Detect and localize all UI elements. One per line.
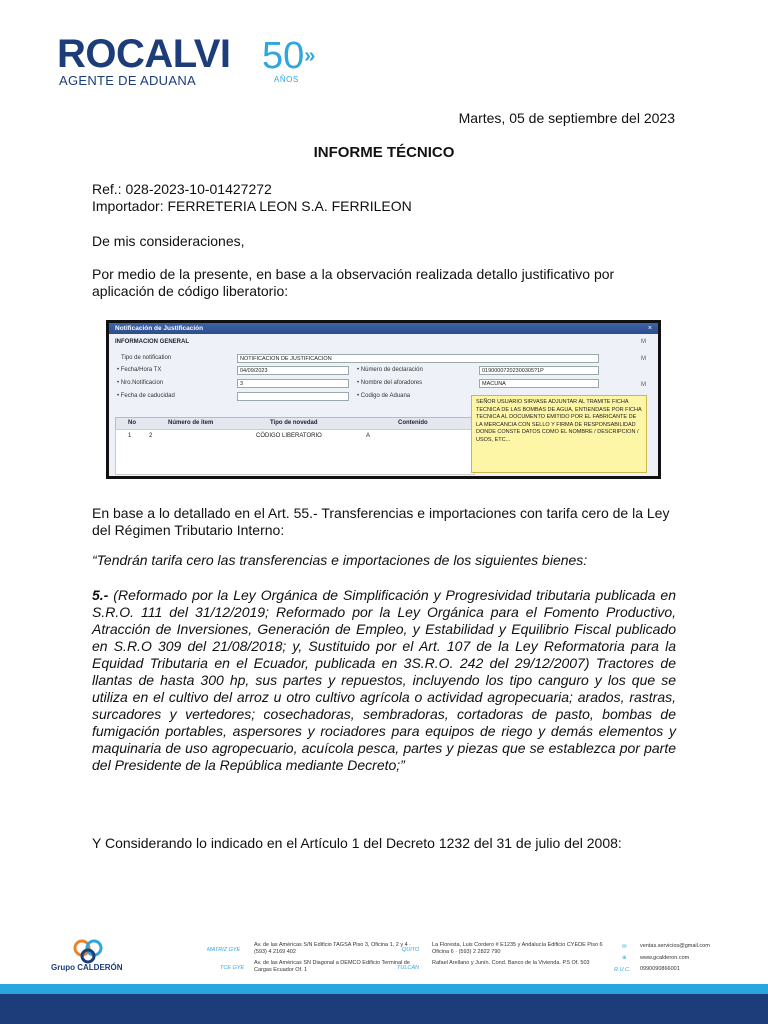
footer-web[interactable]: www.gcalderon.com xyxy=(640,955,690,961)
section-title: INFORMACION GENERAL xyxy=(115,339,189,345)
brand-anos: AÑOS xyxy=(274,75,299,84)
row-tipo: CÓDIGO LIBERATORIO xyxy=(256,433,322,439)
side-marker: M xyxy=(641,339,646,345)
greeting: De mis consideraciones, xyxy=(92,233,245,249)
row-contenido: A xyxy=(366,433,371,439)
embedded-screenshot xyxy=(106,320,661,479)
brand-logo-text: ROCALVI xyxy=(57,32,231,76)
numdecl-label: • Número de declaración xyxy=(357,367,423,373)
side-marker: M xyxy=(641,356,646,362)
reference-line: Ref.: 028-2023-10-01427272 xyxy=(92,181,272,197)
legal-item-5 xyxy=(92,587,676,774)
item-number: 5.- xyxy=(92,587,109,603)
closing-paragraph: Y Considerando lo indicado en el Artículo 1 del Decreto 1232 del 31 de julio del 2008: xyxy=(92,835,622,851)
tulcan-label: TULCÁN xyxy=(397,965,420,971)
footer-band-dark xyxy=(0,994,768,1024)
quote-opening: “Tendrán tarifa cero las transferencias e importaciones de los siguientes bienes: xyxy=(92,552,588,568)
tulcan-address: Rafael Arellano y Junín. Cond. Banco de la Vivienda. P.5 Of. 503 xyxy=(432,960,590,966)
nronot-label: • Nro.Notificacion xyxy=(117,380,164,386)
anniversary-mark xyxy=(262,36,315,76)
close-icon: × xyxy=(647,325,652,332)
table-body xyxy=(115,429,475,475)
tce-address: Av. de las Américas SN Diagonal a DEMCO Edificio Terminal de Cargas Ecuador Of. 1 xyxy=(254,960,410,973)
row-item: 2 xyxy=(149,433,153,439)
brand-subtitle: AGENTE DE ADUANA xyxy=(59,73,196,88)
group-logo-icon xyxy=(64,938,112,964)
tce-label: TCE GYE xyxy=(220,965,245,971)
fecha-field: 04/09/2023 xyxy=(237,366,349,375)
numdecl-field: 01900007202300305?1P xyxy=(479,366,599,375)
tipo-field xyxy=(237,354,599,363)
aforador-label: • Nombre del aforadores xyxy=(357,380,423,386)
quito-address: La Floresta, Luis Cordero # E1235 y Andalucía Edificio CYEDE Piso 6 Oficina 6 · (593) 2 2822 790 xyxy=(432,942,603,955)
group-name: Grupo CALDERÓN xyxy=(51,963,123,972)
col-contenido: Contenido xyxy=(398,420,428,426)
item-text: (Reformado por la Ley Orgánica de Simplificación y Progresividad tributaria publicada en S.R.O. 111 del 31/12/2019; Reformado por la Ley Orgánica para el Fomento Productivo, Atracción de Inversiones, Generación de Empleo, y Estabilidad y Equilibrio Fiscal publicado en S.R.O 309 del 21/08/2018; y, Sustituido por el Art. 107 de la Ley Reformatoria para la Equidad Tributaria en el Ecuador, publicada en 3S.R.O. 242 del 29/12/2007) Tractores de llantas de hasta 300 hp, sus partes y repuestos, incluyendo los tipo canguro y los que se utiliza en el cultivo del arroz u otro cultivo agrícola o actividad agropecuaria; arados, rastras, surcadores y vertedores; cosechadoras, sembradoras, cortadoras de pasto, bombas de fumigación portables, aspersores y rociadores para equipos de riego y demás elementos y maquinaria de uso agropecuario, acuícola pesca, partes y piezas que se establezca por parte del Presidente de la República mediante Decreto;” xyxy=(92,587,676,773)
ruc-label: R.U.C. xyxy=(614,967,631,973)
matriz-address: Av. de las Américas S/N Edificio TAGSA Piso 3, Oficina 1, 2 y 4 · (593) 4 2169 402 xyxy=(254,942,412,955)
observation-note: SEÑOR USUARIO SIRVASE ADJUNTAR AL TRAMITE FICHA TECNICA DE LAS BOMBAS DE AGUA, ENTIENDASE POR FICHA TECNICA AL DOCUMENTO EMITIDO POR EL FABRICANTE DE LA MERCANCIA CON SELLO Y FIRMA DE RESPONSABILIDAD DONDE CONSTE DATOS COMO EL NOMBRE / DESCRIPCION / USOS, ETC... xyxy=(471,395,647,473)
aforador-field: MACUNA xyxy=(479,379,599,388)
document-date: Martes, 05 de septiembre del 2023 xyxy=(458,110,675,126)
window-title: Notificación de Justificación xyxy=(109,323,658,334)
footer-ruc: 0990090866001 xyxy=(640,966,680,972)
tipo-label: Tipo de notification xyxy=(121,355,172,361)
row-no: 1 xyxy=(128,433,132,439)
footer-band-light xyxy=(0,984,768,994)
tipo-value: NOTIFICACION DE JUSTIFICACION xyxy=(240,356,332,362)
col-no: No xyxy=(128,420,136,426)
importer-line: Importador: FERRETERIA LEON S.A. FERRILEON xyxy=(92,198,412,214)
document-title: INFORME TÉCNICO xyxy=(313,144,455,161)
side-marker: M xyxy=(641,382,646,388)
caducidad-field xyxy=(237,392,349,401)
nronot-field: 3 xyxy=(237,379,349,388)
matriz-label: MATRIZ GYE xyxy=(207,947,241,953)
col-item: Número de item xyxy=(168,420,214,426)
col-tipo: Tipo de novedad xyxy=(270,420,318,426)
quito-label: QUITO xyxy=(402,947,420,953)
web-icon: ⊕ xyxy=(622,955,627,961)
art55-paragraph: En base a lo detallado en el Art. 55.- Transferencias e importaciones con tarifa cero de la Ley del Régimen Tributario Interno: xyxy=(92,505,670,538)
notification-window xyxy=(109,323,658,476)
chevron-icon: » xyxy=(304,45,316,67)
fecha-label: • Fecha/Hora TX xyxy=(117,367,162,373)
caducidad-label: • Fecha de caducidad xyxy=(117,393,175,399)
anniversary-number: 50 xyxy=(262,35,305,77)
footer-email[interactable]: ventas.servicios@gmail.com xyxy=(640,943,710,949)
intro-paragraph: Por medio de la presente, en base a la observación realizada detallo justificativo por aplicación de código liberatorio: xyxy=(92,266,615,299)
email-icon: ✉ xyxy=(622,944,627,950)
aduana-label: • Codigo de Aduana xyxy=(357,393,411,399)
